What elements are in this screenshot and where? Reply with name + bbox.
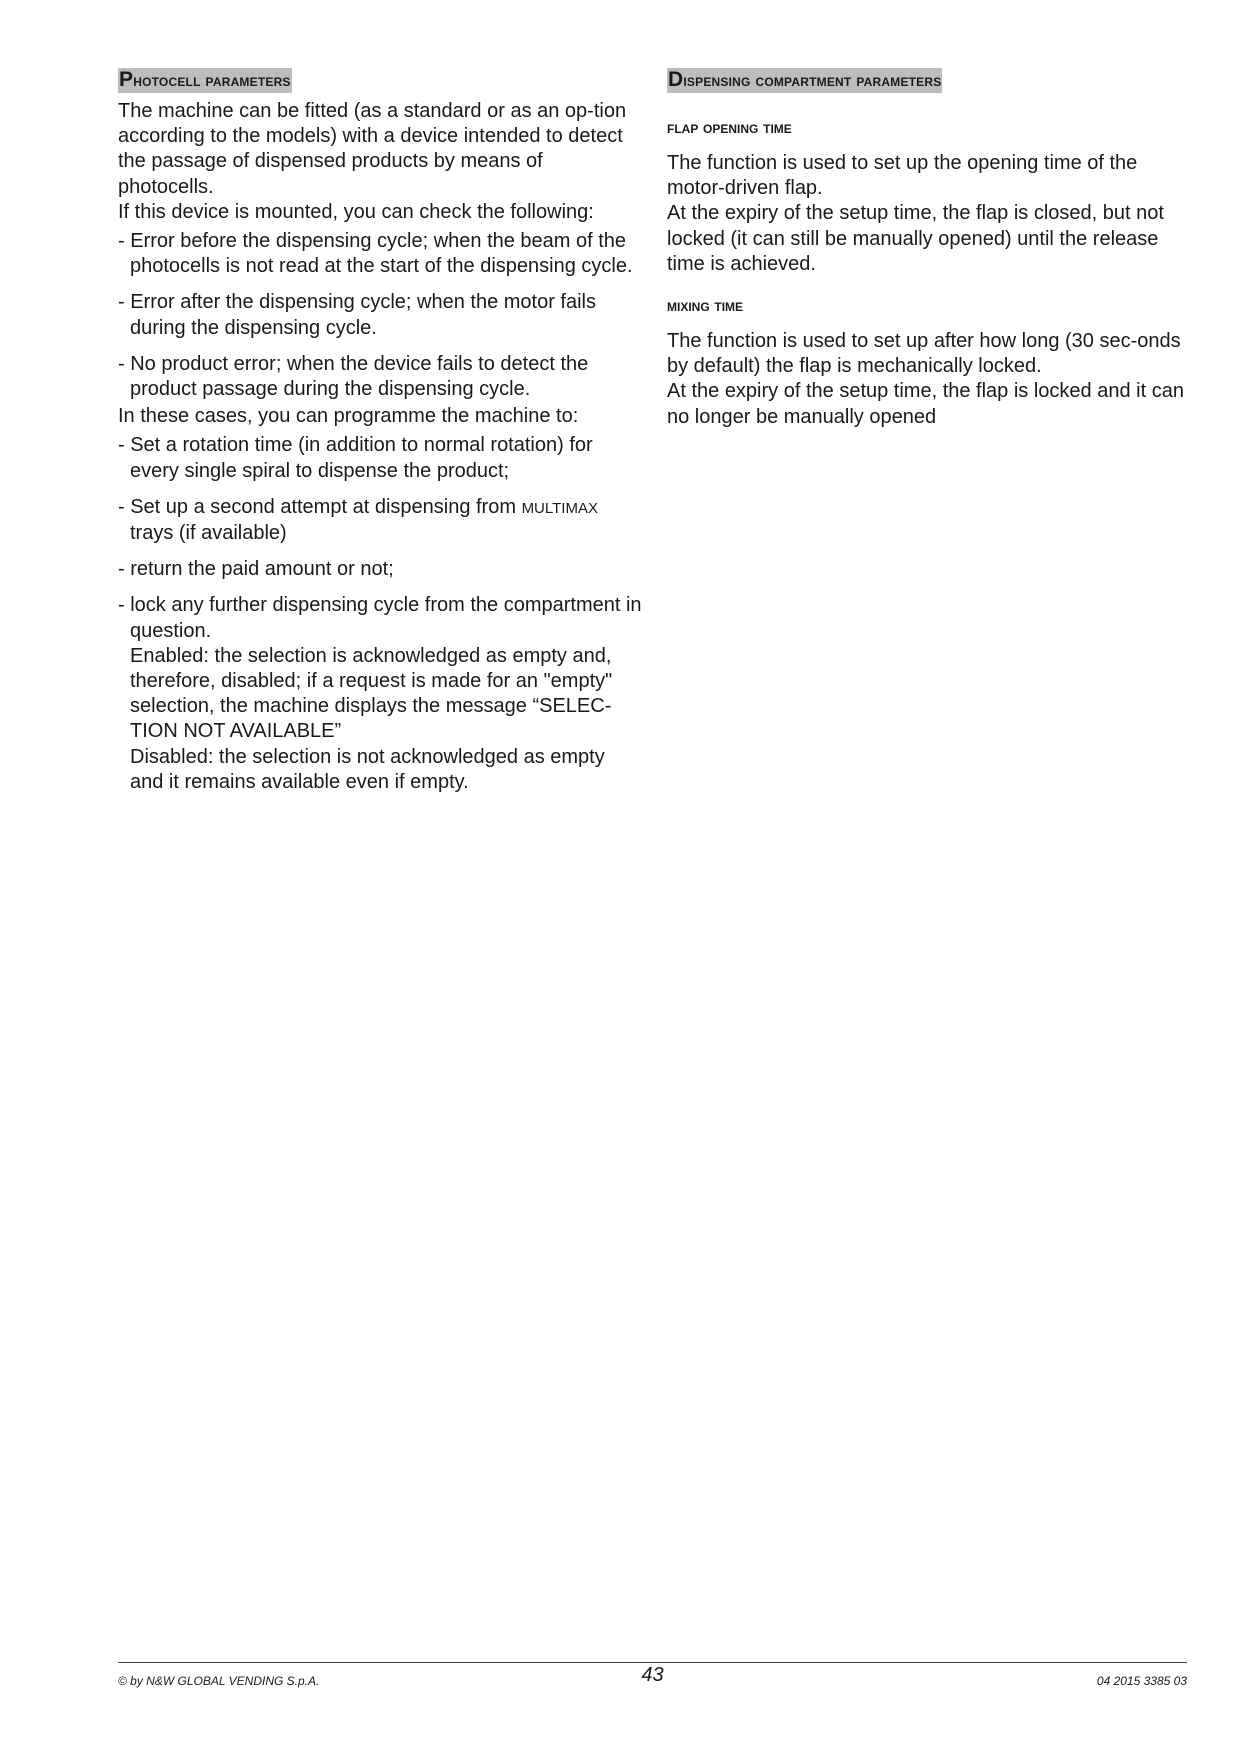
- footer-divider: [118, 1662, 1187, 1663]
- enabled-description: Enabled: the selection is acknowledged as empty and, therefore, disabled; if a request is made for an "empty" selection, the machine displays the message “SELEC-TION NOT AVAILABLE”: [130, 644, 613, 743]
- photocell-parameters-heading: Photocell parameters: [119, 68, 291, 91]
- right-column: [667, 68, 1187, 430]
- list-item: - return the paid amount or not;: [118, 558, 394, 581]
- list-item: - No product error; when the device fails to detect the product passage during the dispensing cycle.: [118, 352, 589, 401]
- programme-line: In these cases, you can programme the machine to:: [118, 405, 579, 428]
- document-code: 04 2015 3385 03: [1096, 1674, 1187, 1688]
- dispensing-compartment-heading: Dispensing compartment parameters: [668, 68, 942, 91]
- mixing-paragraph-2: At the expiry of the setup time, the flap is locked and it can no longer be manually opened: [667, 380, 1184, 428]
- flap-opening-time-heading: flap opening time: [667, 118, 792, 137]
- list-item: - lock any further dispensing cycle from the compartment in question. Enabled: the selection is acknowledged as empty and, therefore, disabled; if a request is made for an "empty" selection, the machine displays the message “SELEC-TION NOT AVAILABLE” Disabled: the selection is not acknowledged as empty and it remains available even if empty.: [118, 593, 643, 795]
- mixing-paragraph-1: The function is used to set up after how long (30 sec-onds by default) the flap is mechanically locked.: [667, 330, 1181, 378]
- list-item: - Error before the dispensing cycle; when the beam of the photocells is not read at the start of the dispensing cycle.: [118, 230, 633, 278]
- left-column: [118, 68, 643, 806]
- page-number: 43: [641, 1664, 664, 1686]
- list-item: - Error after the dispensing cycle; when the motor fails during the dispensing cycle.: [118, 291, 596, 339]
- intro-paragraph: The machine can be fitted (as a standard or as an op-tion according to the models) with a device intended to detect the passage of dispensed products by means of photocells.: [118, 100, 627, 198]
- copyright-text: © by N&W GLOBAL VENDING S.p.A.: [118, 1674, 320, 1688]
- page-footer: [118, 1664, 1187, 1694]
- list-item: - Set a rotation time (in addition to normal rotation) for every single spiral to dispense the product;: [118, 434, 593, 482]
- list-item: - Set up a second attempt at dispensing from MULTIMAX trays (if available): [118, 495, 598, 545]
- disabled-description: Disabled: the selection is not acknowledged as empty and it remains available even if empty.: [130, 745, 605, 793]
- flap-paragraph-1: The function is used to set up the opening time of the motor-driven flap.: [667, 152, 1138, 200]
- flap-paragraph-2: At the expiry of the setup time, the flap is closed, but not locked (it can still be manually opened) until the release time is achieved.: [667, 202, 1164, 275]
- intro-check-line: If this device is mounted, you can check the following:: [118, 200, 594, 223]
- mixing-time-heading: mixing time: [667, 296, 744, 316]
